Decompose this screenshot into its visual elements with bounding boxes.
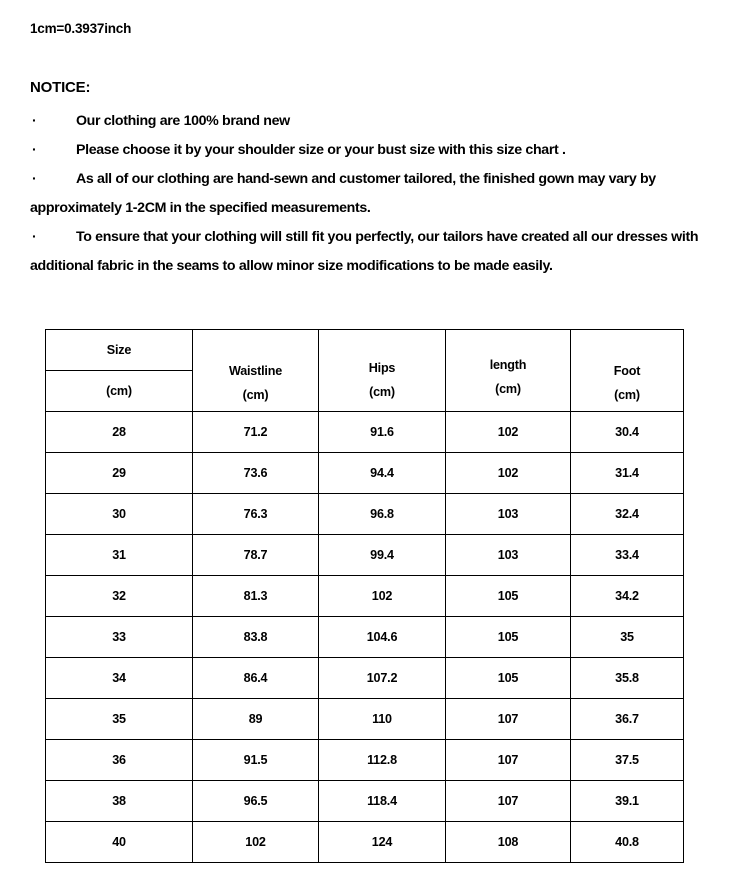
column-header-size-unit: (cm): [46, 371, 193, 412]
notice-item-text: To ensure that your clothing will still fit you perfectly, our tailors have created all our dresses with additional fabric in the seams to allow minor size modifications to be made easily.: [30, 229, 699, 274]
notice-item-text: Please choose it by your shoulder size or your bust size with this size chart .: [76, 142, 566, 158]
table-cell: 102: [193, 822, 319, 863]
table-row: [46, 535, 684, 576]
table-cell: 107: [446, 740, 571, 781]
table-row: [46, 576, 684, 617]
notice-list-item: [30, 107, 702, 136]
notice-item-text: Our clothing are 100% brand new: [76, 113, 290, 129]
header-row-primary: [46, 330, 684, 371]
column-header-foot: [571, 330, 684, 412]
table-row: [46, 781, 684, 822]
cell-size: 34: [46, 658, 193, 699]
column-header-foot-unit: (cm): [614, 388, 640, 402]
table-cell: 73.6: [193, 453, 319, 494]
table-cell: 107: [446, 781, 571, 822]
cell-size: 35: [46, 699, 193, 740]
table-cell: 91.5: [193, 740, 319, 781]
table-cell: 96.8: [319, 494, 446, 535]
table-cell: 104.6: [319, 617, 446, 658]
table-cell: 39.1: [571, 781, 684, 822]
cell-size: 33: [46, 617, 193, 658]
bullet-icon: ·: [32, 229, 37, 245]
table-cell: 96.5: [193, 781, 319, 822]
table-cell: 105: [446, 576, 571, 617]
size-chart-table: [45, 329, 684, 863]
table-cell: 91.6: [319, 412, 446, 453]
table-row: [46, 822, 684, 863]
notice-list-item: [30, 223, 702, 281]
table-cell: 76.3: [193, 494, 319, 535]
table-cell: 35.8: [571, 658, 684, 699]
table-row: [46, 740, 684, 781]
table-cell: 102: [446, 412, 571, 453]
bullet-icon: ·: [32, 171, 37, 187]
table-cell: 40.8: [571, 822, 684, 863]
table-row: [46, 699, 684, 740]
table-cell: 71.2: [193, 412, 319, 453]
table-cell: 86.4: [193, 658, 319, 699]
table-cell: 33.4: [571, 535, 684, 576]
cell-size: 29: [46, 453, 193, 494]
table-cell: 81.3: [193, 576, 319, 617]
table-cell: 124: [319, 822, 446, 863]
column-header-length-label: length: [489, 357, 527, 372]
column-header-waistline: [193, 330, 319, 412]
table-cell: 34.2: [571, 576, 684, 617]
table-cell: 107: [446, 699, 571, 740]
table-cell: 105: [446, 617, 571, 658]
cell-size: 36: [46, 740, 193, 781]
column-header-hips-unit: (cm): [369, 384, 395, 399]
table-cell: 31.4: [571, 453, 684, 494]
table-row: [46, 658, 684, 699]
unit-conversion-note: 1cm=0.3937inch: [30, 21, 132, 36]
notice-list-item: [30, 136, 702, 165]
table-cell: 102: [319, 576, 446, 617]
table-cell: 83.8: [193, 617, 319, 658]
cell-size: 40: [46, 822, 193, 863]
column-header-waistline-label: Waistline: [228, 364, 282, 379]
table-cell: 35: [571, 617, 684, 658]
notice-item-text: As all of our clothing are hand-sewn and customer tailored, the finished gown may vary by approximately 1-2CM in the specified measurements.: [30, 171, 656, 216]
table-cell: 103: [446, 535, 571, 576]
table-cell: 36.7: [571, 699, 684, 740]
bullet-icon: ·: [32, 142, 37, 158]
table-row: [46, 617, 684, 658]
table-cell: 89: [193, 699, 319, 740]
table-cell: 103: [446, 494, 571, 535]
table-cell: 94.4: [319, 453, 446, 494]
column-header-hips: [319, 330, 446, 412]
bullet-icon: ·: [32, 113, 37, 129]
table-cell: 105: [446, 658, 571, 699]
cell-size: 31: [46, 535, 193, 576]
column-header-foot-label: Foot: [613, 364, 641, 379]
table-row: [46, 494, 684, 535]
notice-list-item: [30, 165, 702, 223]
size-chart-head: [46, 330, 684, 412]
table-cell: 112.8: [319, 740, 446, 781]
cell-size: 30: [46, 494, 193, 535]
table-cell: 30.4: [571, 412, 684, 453]
table-cell: 37.5: [571, 740, 684, 781]
table-cell: 99.4: [319, 535, 446, 576]
table-cell: 78.7: [193, 535, 319, 576]
table-row: [46, 453, 684, 494]
table-cell: 118.4: [319, 781, 446, 822]
notice-heading: NOTICE:: [30, 79, 91, 96]
column-header-waistline-unit: (cm): [242, 388, 269, 402]
table-row: [46, 412, 684, 453]
cell-size: 32: [46, 576, 193, 617]
column-header-length: [446, 330, 571, 412]
cell-size: 28: [46, 412, 193, 453]
table-cell: 110: [319, 699, 446, 740]
column-header-size: Size: [46, 330, 193, 371]
size-chart-body: [46, 412, 684, 863]
column-header-length-unit: (cm): [495, 381, 521, 396]
cell-size: 38: [46, 781, 193, 822]
table-cell: 32.4: [571, 494, 684, 535]
column-header-hips-label: Hips: [368, 360, 396, 375]
size-chart-container: [45, 329, 683, 863]
table-cell: 102: [446, 453, 571, 494]
notice-section: [30, 79, 702, 281]
table-cell: 107.2: [319, 658, 446, 699]
table-cell: 108: [446, 822, 571, 863]
